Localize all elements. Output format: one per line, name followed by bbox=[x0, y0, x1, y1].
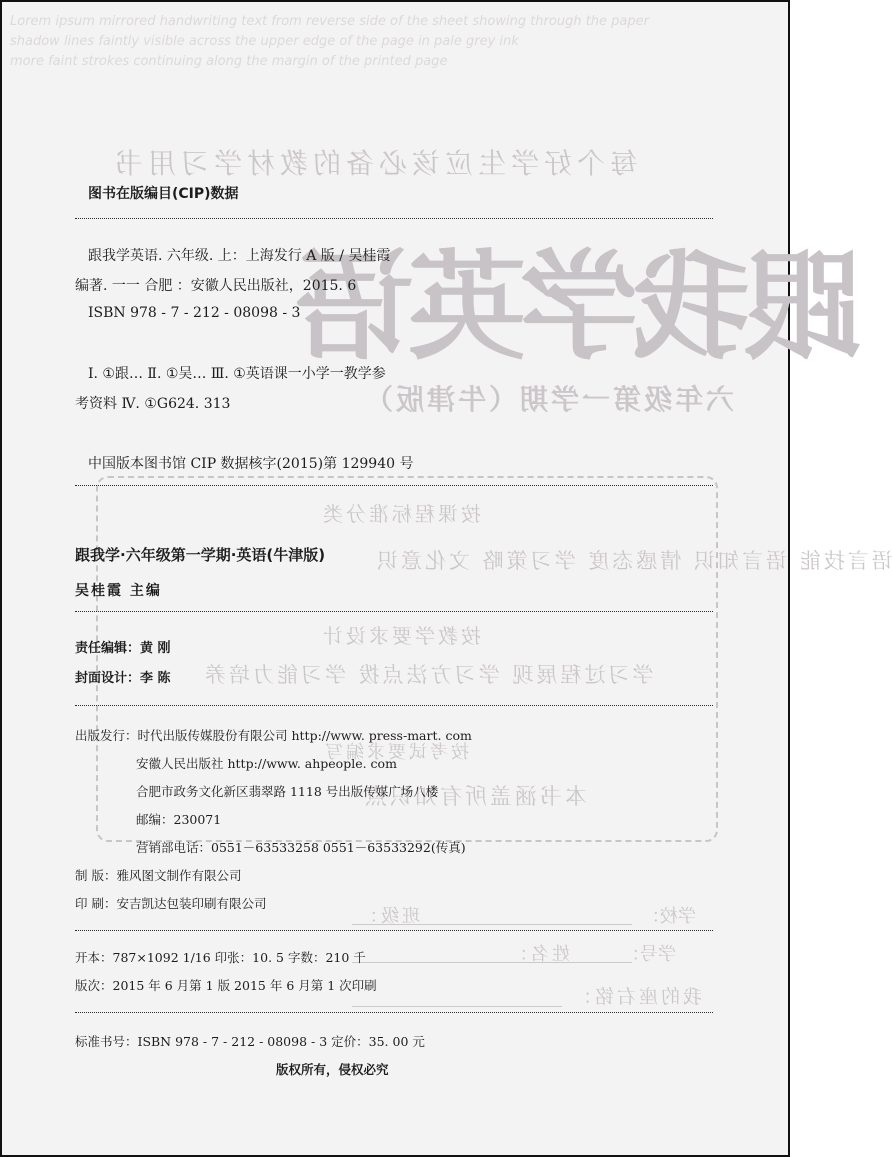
cip-line-1: 跟我学英语. 六年级. 上：上海发行 A 版 / 吴桂霞 bbox=[88, 248, 391, 264]
dotted-divider bbox=[75, 611, 713, 612]
publisher-phone: 营销部电话：0551－63533258 0551－63533292(传真) bbox=[136, 840, 466, 855]
edition-info: 版次：2015 年 6 月第 1 版 2015 年 6 月第 1 次印刷 bbox=[75, 978, 377, 993]
dotted-divider bbox=[75, 705, 713, 706]
ghost-grade: 六年级第一学期（牛津版） bbox=[362, 383, 735, 416]
ghost-line-1: Lorem ipsum mirrored handwriting text from reverse side of the sheet showing through the paper bbox=[10, 14, 649, 29]
ghost-line-2: shadow lines faintly visible across the upper edge of the page in pale grey ink bbox=[10, 34, 519, 49]
rights-reserved: 版权所有，侵权必究 bbox=[276, 1062, 389, 1077]
format-info: 开本：787×1092 1/16 印张：10. 5 字数：210 千 bbox=[75, 950, 366, 965]
chief-editor: 吴桂霞 主编 bbox=[75, 583, 162, 599]
ghost-box-row-1: 语言技能 语言知识 情感态度 学习策略 文化意识 bbox=[374, 549, 893, 573]
publisher-address: 合肥市政务文化新区翡翠路 1118 号出版传媒广场八楼 bbox=[136, 784, 439, 799]
ghost-number-label: 学号： bbox=[622, 944, 676, 965]
dotted-divider bbox=[75, 485, 713, 486]
cip-heading: 图书在版编目(CIP)数据 bbox=[88, 186, 239, 202]
ghost-name-label: 姓名： bbox=[507, 944, 570, 965]
cip-line-4: Ⅰ. ①跟… Ⅱ. ①吴… Ⅲ. ①英语课一小学一教学参 bbox=[88, 366, 386, 382]
printer: 印 刷：安吉凯达包装印刷有限公司 bbox=[75, 896, 267, 911]
ghost-school-label: 学校： bbox=[642, 906, 696, 927]
ghost-handwriting bbox=[10, 12, 780, 72]
cover-designer: 封面设计：李 陈 bbox=[75, 671, 171, 686]
ghost-slogan: 每个好学生应该必备的教材学习用书 bbox=[110, 147, 639, 180]
ghost-box-row-2: 学习过程展现 学习方法点拨 学习能力培养 bbox=[202, 663, 654, 687]
cip-line-3: ISBN 978 - 7 - 212 - 08098 - 3 bbox=[88, 305, 301, 321]
ghost-underline-2 bbox=[352, 962, 632, 963]
cip-line-2: 编著. 一一 合肥 ：安徽人民出版社，2015. 6 bbox=[75, 278, 357, 294]
ghost-box-heading-3: 按考试要求编写 bbox=[322, 742, 469, 763]
ghost-underline-1 bbox=[352, 924, 632, 925]
plate-maker: 制 版：雅风图文制作有限公司 bbox=[75, 868, 242, 883]
publisher-postcode: 邮编：230071 bbox=[136, 812, 222, 827]
ghost-underline-3 bbox=[352, 1006, 562, 1007]
ghost-line-3: more faint strokes continuing along the margin of the printed page bbox=[10, 54, 448, 69]
responsible-editor: 责任编辑：黄 刚 bbox=[75, 641, 171, 656]
dotted-divider bbox=[75, 930, 713, 931]
cip-line-5: 考资料 Ⅳ. ①G624. 313 bbox=[75, 396, 231, 412]
ghost-box-row-3: 本书涵盖所有知识点 bbox=[362, 785, 588, 810]
dotted-divider bbox=[75, 218, 713, 219]
ghost-big-title: 跟我学英语 bbox=[302, 238, 863, 376]
ghost-class-label: 班级： bbox=[357, 906, 420, 927]
dotted-divider bbox=[75, 1012, 713, 1013]
book-title: 跟我学·六年级第一学期·英语(牛津版) bbox=[75, 546, 326, 564]
ghost-box-heading-2: 按教学要求设计 bbox=[320, 624, 481, 648]
publisher-line-2: 安徽人民出版社 http://www. ahpeople. com bbox=[136, 756, 397, 771]
publisher-line-1: 出版发行：时代出版传媒股份有限公司 http://www. press-mart. com bbox=[75, 728, 472, 743]
cip-line-6: 中国版本图书馆 CIP 数据核字(2015)第 129940 号 bbox=[88, 456, 414, 472]
ghost-box-heading-1: 按课程标准分类 bbox=[320, 502, 481, 526]
ghost-motto-label: 我的座右铭： bbox=[570, 986, 703, 1008]
isbn-price: 标准书号：ISBN 978 - 7 - 212 - 08098 - 3 定价：35. 00 元 bbox=[75, 1034, 425, 1049]
